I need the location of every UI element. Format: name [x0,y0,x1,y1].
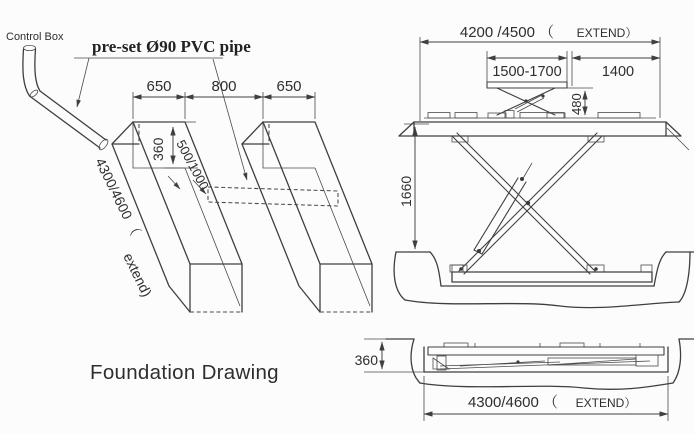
break-tick [667,128,689,150]
pipe-end-cap [97,138,109,152]
dim-lift-height-label: 1660 [398,175,414,207]
dim-platform-to-edge-label: 1400 [601,64,635,80]
dim-jack-height-label: 480 [569,93,584,115]
dim-pit-depth-label: 360 [150,137,166,161]
pvc-pipe [23,49,110,151]
lift-front-view-raised [394,24,694,308]
dim-overall-lowered-extend-label: EXTEND） [575,396,637,410]
dim-pit-left-width-label: 650 [146,78,172,95]
dim-pit-right-width-label: 650 [276,78,302,95]
folded-scissor [433,355,658,370]
pipe-note-leader-left [77,58,89,107]
main-scissor [450,133,604,274]
base-frame [452,265,652,282]
dim-overall-lowered [424,376,668,421]
control-box-outlet [24,45,36,50]
dim-jack-height [566,88,593,115]
drawing-caption: Foundation Drawing [90,361,279,384]
dim-top-platform-label: 1500-1700 [492,64,562,80]
dim-platform-to-edge [572,51,660,86]
dim-top-platform [487,51,567,86]
hydraulic-cylinder [474,163,532,254]
dim-gap [185,78,263,97]
dim-pit-length-label: 4300/4600 （ [92,155,144,238]
pit-right [242,122,372,312]
dim-gap-label: 800 [211,78,237,95]
dim-pit-left-width [133,78,185,119]
lift-front-view-lowered [355,339,694,421]
pipe-bend-joint [29,89,39,98]
trench-hidden-outline [208,187,338,206]
main-platform [399,111,689,151]
dim-overall-raised-extend-label: EXTEND） [576,26,638,40]
dim-pit-right-width [263,78,315,119]
ground-pit-raised [394,252,694,308]
dim-overall-raised-label: 4200 /4500 （ [459,24,555,41]
dim-overall-lowered-label: 4300/4600 （ [467,394,559,411]
lowered-platform [428,343,664,355]
dim-trench-label: 500/1000 [173,137,213,193]
control-box-label: Control Box [6,31,64,43]
dim-trench [168,137,212,194]
dim-pit-length-extend-label: extend) [120,250,156,300]
pipe-note-label: pre-set Ø90 PVC pipe [92,37,251,56]
dim-lift-height [398,124,429,249]
dim-pit-depth-lowered-label: 360 [354,352,378,368]
control-box [6,31,64,51]
dim-pit-depth-lowered [355,339,424,372]
